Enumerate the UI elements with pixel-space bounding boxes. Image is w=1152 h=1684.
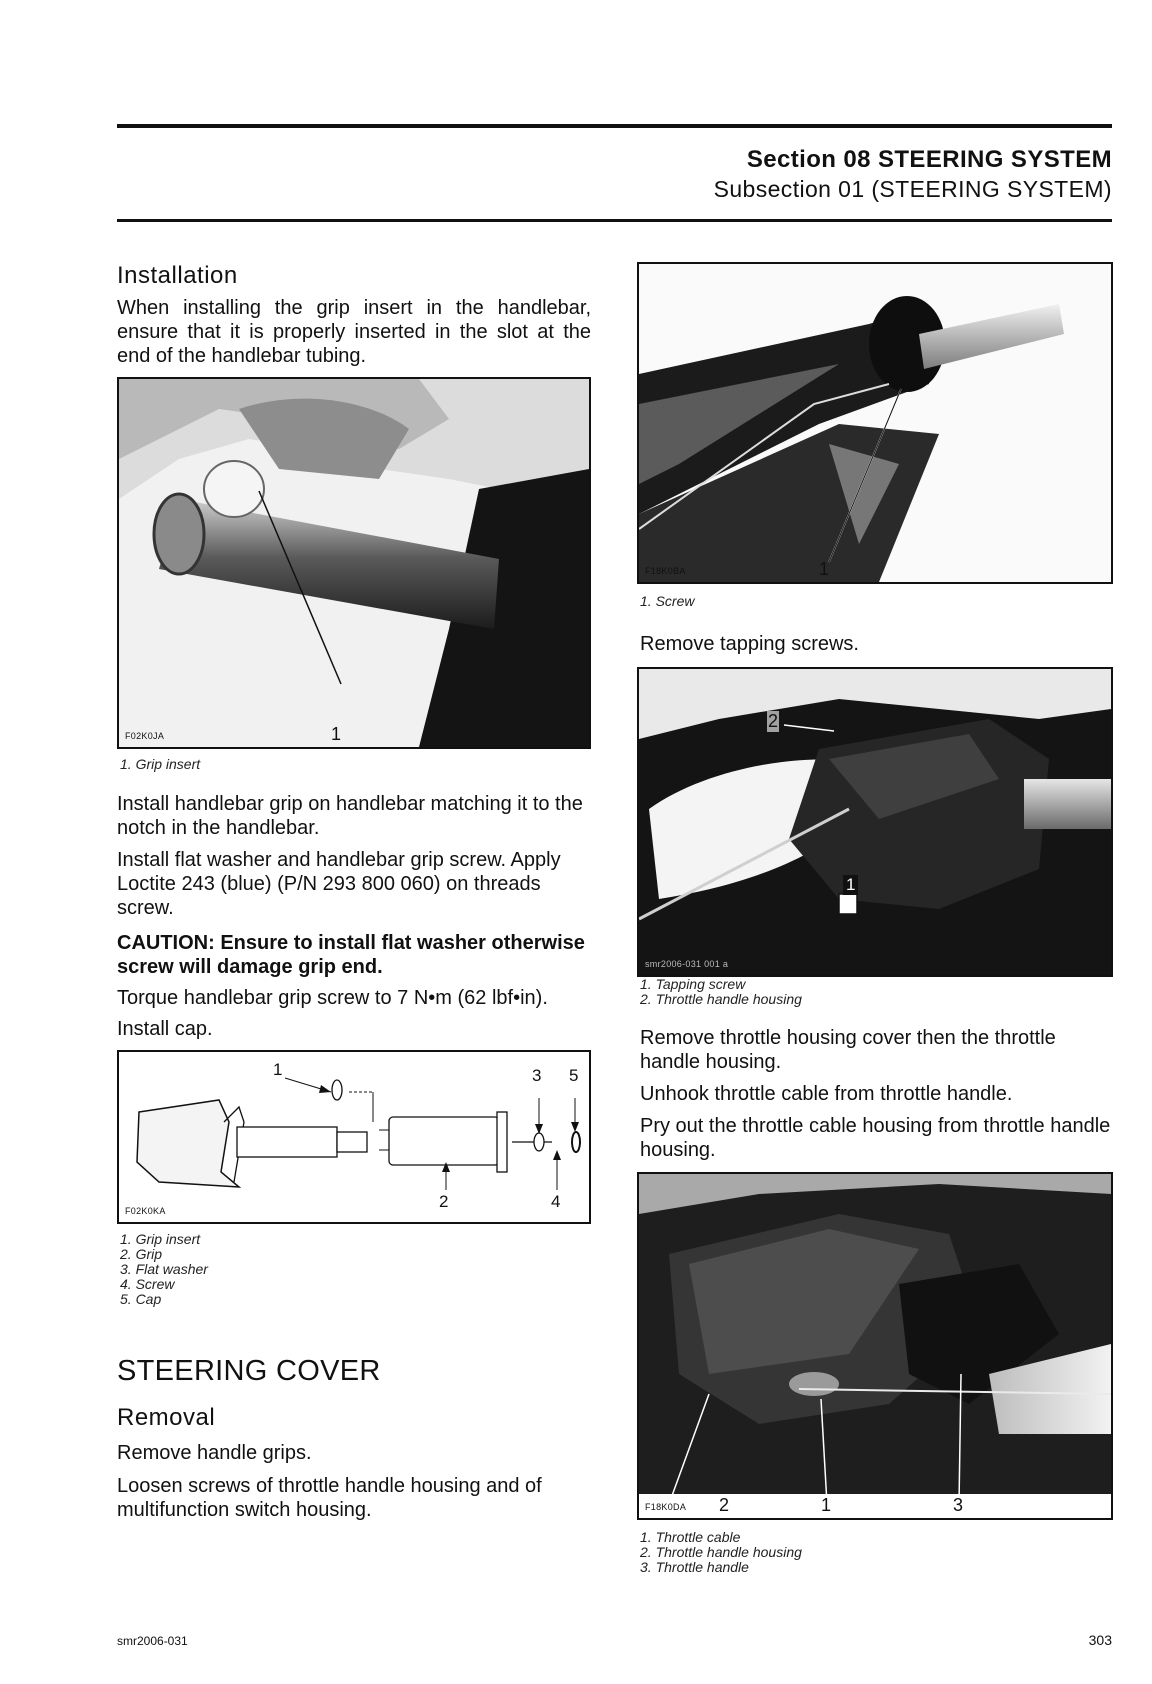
callout-3: 3 (953, 1495, 964, 1515)
grip-insert-photo (119, 379, 589, 747)
throttle-photo (639, 1174, 1111, 1518)
screw-photo (639, 264, 1111, 582)
section-title: Section 08 STEERING SYSTEM (746, 146, 1112, 173)
callout-2: 2 (719, 1495, 730, 1515)
remove-cover-paragraph: Remove throttle housing cover then the throttle handle housing. (640, 1027, 1056, 1073)
remove-tapping-paragraph: Remove tapping screws. (640, 633, 859, 655)
page-number: 303 (1088, 1632, 1112, 1648)
installation-heading: Installation (117, 262, 238, 289)
callout-1: 1 (819, 559, 830, 579)
figure-tapping-screw (637, 667, 1113, 977)
legend-item: 2. Throttle handle housing (640, 991, 802, 1007)
figure-throttle (637, 1172, 1113, 1520)
caution-label: CAUTION: (117, 932, 215, 954)
callout-1: 1 (273, 1060, 283, 1079)
callout-2: 2 (768, 711, 779, 731)
install-cap-paragraph: Install cap. (117, 1018, 213, 1040)
header-bottom-rule (117, 219, 1112, 222)
tapping-screw-photo (639, 669, 1111, 975)
legend-item: 1. Throttle cable (640, 1529, 741, 1545)
figure-id: smr2006-031 001 a (645, 959, 729, 969)
legend-item: 3. Throttle handle (640, 1559, 749, 1575)
header-top-rule (117, 124, 1112, 128)
steering-cover-heading: STEERING COVER (117, 1355, 381, 1387)
callout-3: 3 (532, 1066, 542, 1085)
install-washer-paragraph: Install flat washer and handlebar grip screw. Apply Loctite 243 (blue) (P/N 293 800 060) on threads screw. (117, 849, 561, 919)
caution-text: Ensure to install flat washer otherwise screw will damage grip end. (117, 932, 585, 978)
unhook-cable-paragraph: Unhook throttle cable from throttle handle. (640, 1083, 1013, 1105)
callout-4: 4 (551, 1192, 561, 1211)
footer-doc-id: smr2006-031 (117, 1634, 188, 1648)
figure-legend (120, 1232, 208, 1307)
torque-paragraph: Torque handlebar grip screw to 7 N•m (62 lbf•in). (117, 987, 548, 1009)
installation-paragraph: When installing the grip insert in the handlebar, ensure that it is properly inserted in the slot at the end of the handlebar tubing. (117, 297, 591, 367)
figure-caption: 1. Screw (640, 593, 695, 609)
legend-item: 4. Screw (120, 1276, 175, 1292)
remove-grips-paragraph: Remove handle grips. (117, 1442, 312, 1464)
figure-caption: 1. Grip insert (120, 756, 201, 772)
subsection-title: Subsection 01 (STEERING SYSTEM) (713, 176, 1112, 202)
callout-2: 2 (439, 1192, 449, 1211)
legend-item: 5. Cap (120, 1291, 162, 1307)
legend-item: 3. Flat washer (120, 1261, 208, 1277)
install-grip-paragraph: Install handlebar grip on handlebar matching it to the notch in the handlebar. (117, 793, 583, 839)
figure-id: F02K0JA (125, 731, 165, 741)
figure-legend (640, 977, 802, 1007)
removal-heading: Removal (117, 1404, 216, 1431)
pry-out-paragraph: Pry out the throttle cable housing from throttle handle housing. (640, 1115, 1111, 1161)
legend-item: 1. Tapping screw (640, 976, 746, 992)
figure-id: F18K0DA (645, 1502, 687, 1512)
legend-item: 2. Throttle handle housing (640, 1544, 802, 1560)
callout-1: 1 (331, 724, 342, 744)
figure-id: F18K0BA (645, 566, 686, 576)
loosen-screws-paragraph: Loosen screws of throttle handle housing and of multifunction switch housing. (117, 1475, 542, 1521)
caution-note (117, 931, 591, 979)
callout-1: 1 (821, 1495, 832, 1515)
legend-item: 1. Grip insert (120, 1231, 201, 1247)
figure-grip-assembly (117, 1050, 591, 1224)
callout-1: 1 (843, 875, 858, 895)
grip-assembly-diagram (119, 1052, 589, 1222)
figure-id: F02K0KA (125, 1206, 166, 1216)
figure-legend (640, 1530, 802, 1575)
callout-5: 5 (569, 1066, 579, 1085)
figure-screw (637, 262, 1113, 584)
figure-grip-insert (117, 377, 591, 749)
legend-item: 2. Grip (120, 1246, 163, 1262)
